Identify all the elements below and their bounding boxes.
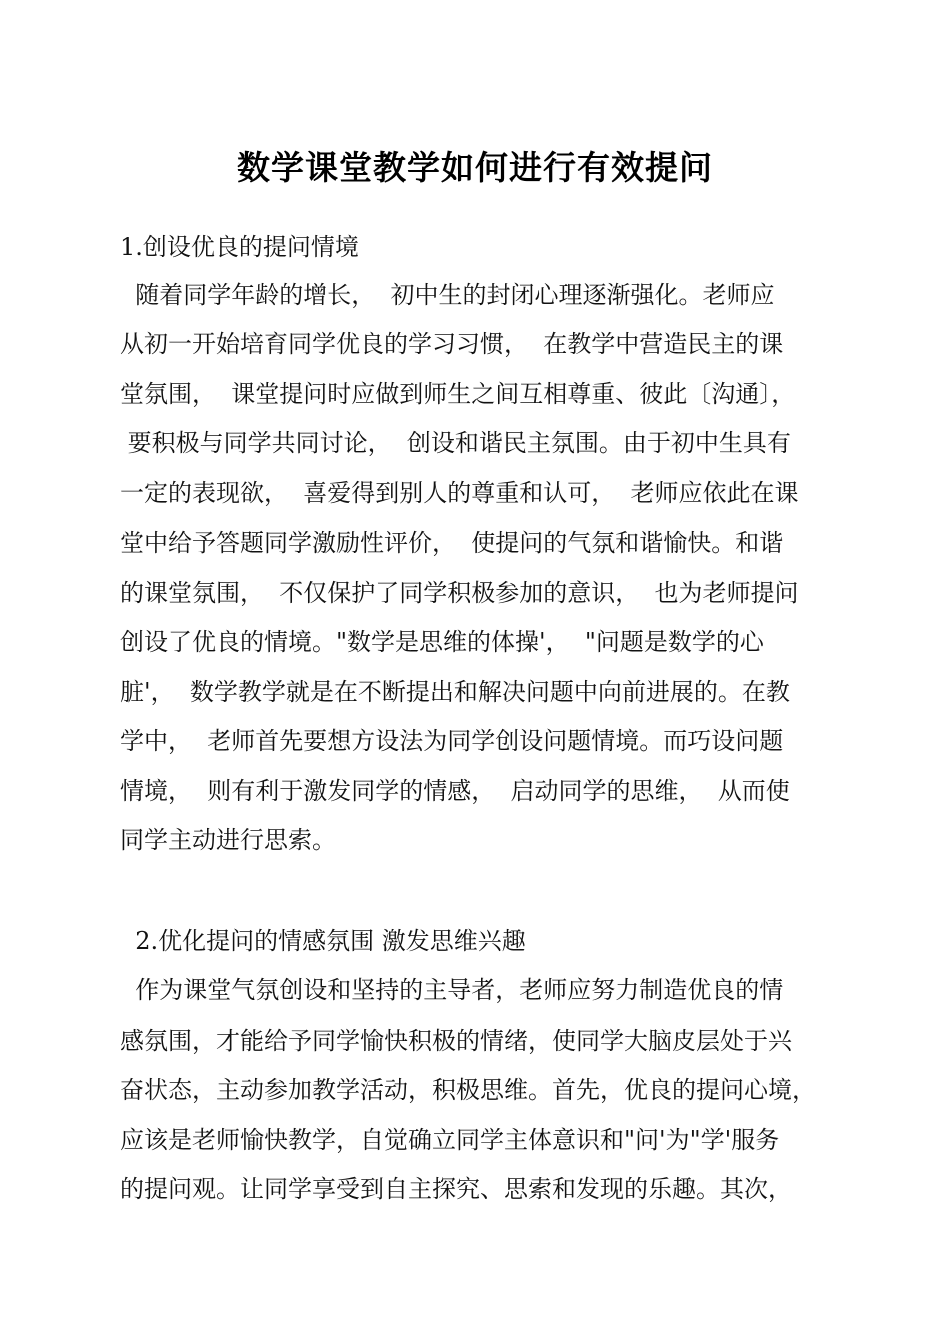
paragraph-line: 感氛围，才能给予同学愉快积极的情绪，使同学大脑皮层处于兴 bbox=[120, 1027, 792, 1055]
paragraph-line: 作为课堂气氛创设和坚持的主导者，老师应努力制造优良的情 bbox=[120, 976, 784, 1004]
paragraph-line: 堂氛围， 课堂提问时应做到师生之间互相尊重、彼此〔沟通〕， bbox=[120, 380, 796, 408]
paragraph-line: 奋状态，主动参加教学活动，积极思维。首先，优良的提问心境， bbox=[120, 1076, 816, 1104]
paragraph-line: 同学主动进行思索。 bbox=[120, 826, 336, 854]
paragraph-line: 随着同学年龄的增长， 初中生的封闭心理逐渐强化。老师应 bbox=[120, 281, 775, 309]
paragraph-line: 的提问观。让同学享受到自主探究、思索和发现的乐趣。其次， bbox=[120, 1175, 792, 1203]
paragraph-line: 创设了优良的情境。"数学是思维的体操'， "问题是数学的心 bbox=[120, 628, 764, 656]
section-2-heading: 2.优化提问的情感氛围 激发思维兴趣 bbox=[120, 927, 526, 955]
paragraph-line: 学中， 老师首先要想方设法为同学创设问题情境。而巧设问题 bbox=[120, 727, 784, 755]
paragraph-line: 从初一开始培育同学优良的学习习惯， 在教学中营造民主的课 bbox=[120, 330, 784, 358]
paragraph-line: 应该是老师愉快教学，自觉确立同学主体意识和"问'为"学'服务 bbox=[120, 1126, 780, 1154]
document-title: 数学课堂教学如何进行有效提问 bbox=[237, 148, 713, 187]
paragraph-line: 情境， 则有利于激发同学的情感， 启动同学的思维， 从而使 bbox=[120, 777, 790, 805]
paragraph-line: 要积极与同学共同讨论， 创设和谐民主氛围。由于初中生具有 bbox=[120, 429, 791, 457]
section-1-heading: 1.创设优良的提问情境 bbox=[120, 233, 359, 261]
paragraph-line: 的课堂氛围， 不仅保护了同学积极参加的意识， 也为老师提问 bbox=[120, 579, 799, 607]
paragraph-line: 一定的表现欲， 喜爱得到别人的尊重和认可， 老师应依此在课 bbox=[120, 479, 799, 507]
paragraph-line: 脏'， 数学教学就是在不断提出和解决问题中向前进展的。在教 bbox=[120, 678, 790, 706]
paragraph-line: 堂中给予答题同学激励性评价， 使提问的气氛和谐愉快。和谐 bbox=[120, 529, 784, 557]
